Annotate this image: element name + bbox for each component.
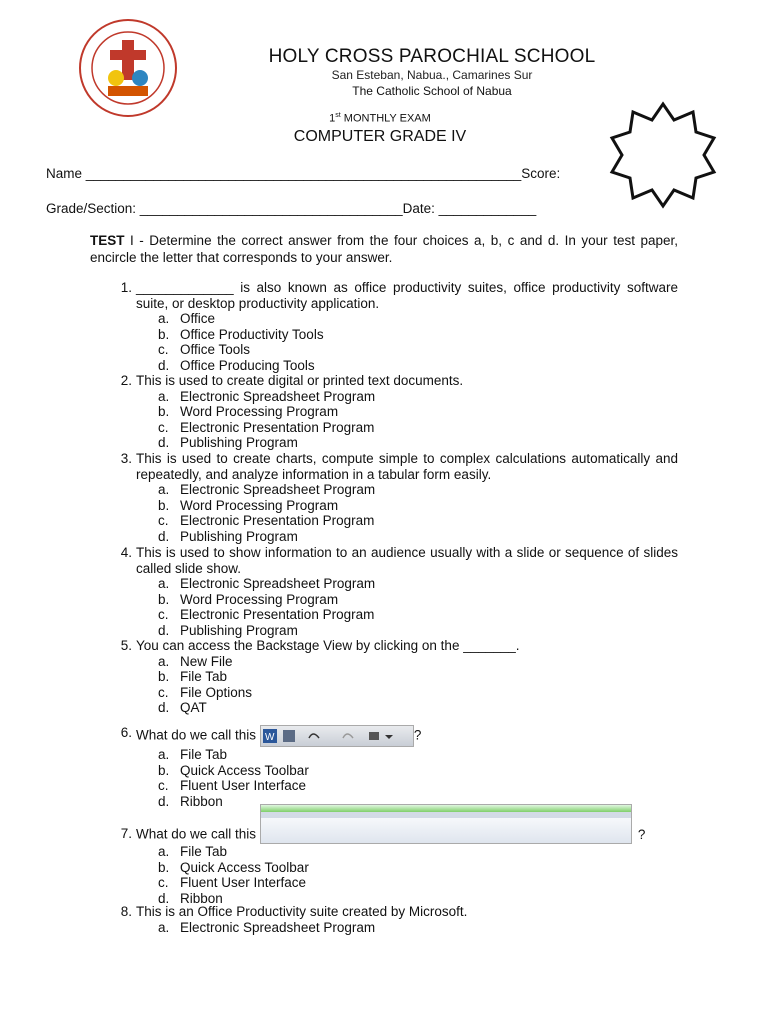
choice[interactable]: [112, 592, 678, 608]
choice[interactable]: [112, 311, 678, 327]
question-text-row: [136, 725, 678, 747]
choice-text: Ribbon: [180, 793, 223, 809]
choice-text: File Tab: [180, 747, 228, 762]
choice-letter: b.: [158, 762, 170, 778]
school-address: San Esteban, Nabua., Camarines Sur: [331, 68, 533, 82]
choice-letter: b.: [158, 326, 170, 342]
choice-text: Office Producing Tools: [180, 357, 315, 373]
choice-letter: c.: [158, 607, 169, 623]
choice-text: Ribbon: [180, 890, 223, 906]
exam-ordinal: st: [335, 112, 341, 119]
name-field[interactable]: Name __________________________________________________________Score:: [46, 166, 561, 181]
choice-letter: d.: [158, 890, 170, 906]
grade-section-field[interactable]: Grade/Section: ___________________________________Date: _____________: [46, 201, 537, 216]
choice-text: Electronic Spreadsheet Program: [180, 388, 376, 404]
exam-subject: COMPUTER GRADE IV: [293, 128, 467, 145]
choice-letter: d.: [158, 793, 170, 809]
choice[interactable]: [112, 700, 678, 716]
choice-letter: d.: [158, 528, 170, 544]
quick-access-toolbar-image: [260, 725, 414, 747]
question-number: 8.: [120, 904, 132, 919]
choice-text: Electronic Presentation Program: [180, 607, 375, 623]
choice-letter: a.: [158, 919, 170, 935]
question-text: What do we call this: [136, 727, 257, 743]
choice[interactable]: [112, 482, 678, 498]
question-text: This is used to show information to an audience usually with a slide or sequence of slides called slide show.: [136, 545, 678, 576]
choice[interactable]: [112, 860, 678, 876]
ribbon-title-bar: [261, 805, 631, 812]
choice-letter: b.: [158, 591, 170, 607]
choice-text: Office Productivity Tools: [180, 326, 324, 342]
instructions: [90, 233, 678, 266]
choice-text: Publishing Program: [180, 435, 298, 451]
choice[interactable]: [112, 623, 678, 639]
question-text: What do we call this: [136, 826, 257, 842]
choice-text: Word Processing Program: [180, 591, 339, 607]
instructions-text: I - Determine the correct answer from the four choices a, b, c and d. In your test paper, encircle the letter that corresponds to your answer.: [90, 233, 678, 265]
choice-text: Quick Access Toolbar: [180, 762, 309, 778]
choice-letter: a.: [158, 653, 170, 669]
choice[interactable]: [112, 875, 678, 891]
choice-letter: a.: [158, 747, 170, 762]
choice-letter: d.: [158, 357, 170, 373]
choice-letter: b.: [158, 404, 170, 420]
choice[interactable]: [112, 747, 678, 763]
choice[interactable]: [112, 529, 678, 545]
ribbon-commands: [261, 818, 631, 843]
choice-text: Office Tools: [180, 342, 251, 358]
choice[interactable]: [112, 498, 678, 514]
question-text: This is used to create digital or printed text documents.: [136, 373, 464, 388]
quick-access-toolbar-icon: [261, 726, 413, 746]
choice-text: Word Processing Program: [180, 497, 339, 513]
school-name: HOLY CROSS PAROCHIAL SCHOOL: [268, 46, 596, 67]
choice-letter: c.: [158, 419, 169, 435]
choice-letter: c.: [158, 513, 169, 529]
choice-letter: b.: [158, 669, 170, 685]
question-3: [112, 451, 678, 545]
choice-text: New File: [180, 653, 233, 669]
choice-letter: d.: [158, 622, 170, 638]
choice[interactable]: [112, 763, 678, 779]
choice-letter: d.: [158, 700, 170, 716]
choice-letter: a.: [158, 844, 170, 859]
choice[interactable]: [112, 513, 678, 529]
choice-text: File Tab: [180, 844, 228, 859]
starburst-icon: [608, 100, 718, 210]
choice-text: Electronic Spreadsheet Program: [180, 482, 376, 498]
exam-label: MONTHLY EXAM: [340, 112, 431, 125]
choice[interactable]: [112, 669, 678, 685]
choice-text: Fluent User Interface: [180, 778, 307, 794]
question-number: 4.: [120, 545, 132, 560]
question-mark: ?: [413, 727, 422, 743]
ribbon-image: [260, 804, 632, 844]
question-text: _____________ is also known as office productivity suites, office productivity software suite, or desktop productivity application.: [136, 280, 678, 311]
choice-letter: c.: [158, 342, 169, 358]
choice-letter: c.: [158, 684, 169, 700]
question-text: You can access the Backstage View by clicking on the _______.: [136, 638, 520, 653]
svg-text:W: W: [264, 732, 275, 743]
choice-letter: d.: [158, 435, 170, 451]
question-5: [112, 638, 678, 716]
question-number: 1.: [120, 280, 132, 295]
question-number: 2.: [120, 373, 132, 388]
question-2: [112, 373, 678, 451]
choice-text: Office: [180, 311, 216, 327]
choice-letter: a.: [158, 482, 170, 498]
question-number: 6.: [120, 725, 132, 740]
choice[interactable]: [112, 920, 678, 936]
choice-letter: a.: [158, 388, 170, 404]
choice-letter: c.: [158, 875, 169, 891]
choice[interactable]: [112, 342, 678, 358]
choice-text: Word Processing Program: [180, 404, 339, 420]
instructions-label: TEST: [90, 233, 125, 248]
choice-text: Fluent User Interface: [180, 875, 307, 891]
question-number: 7.: [120, 826, 132, 841]
question-text: This is used to create charts, compute simple to complex calculations automatically and repeatedly, and analyze information in a tabular form easily.: [136, 451, 678, 482]
choice[interactable]: [112, 420, 678, 436]
question-mark: ?: [637, 826, 646, 842]
question-6: [112, 725, 678, 809]
choice[interactable]: [112, 576, 678, 592]
choice-letter: c.: [158, 778, 169, 794]
question-number: 5.: [120, 638, 132, 653]
choice-letter: b.: [158, 859, 170, 875]
choice[interactable]: [112, 844, 678, 860]
question-text-row: [136, 826, 678, 844]
choice[interactable]: [112, 435, 678, 451]
question-text: This is an Office Productivity suite created by Microsoft.: [136, 904, 468, 919]
choice-text: Electronic Presentation Program: [180, 419, 375, 435]
choice[interactable]: [112, 389, 678, 405]
choice[interactable]: [112, 685, 678, 701]
choice-text: QAT: [180, 700, 207, 716]
choice[interactable]: [112, 607, 678, 623]
choice[interactable]: [112, 358, 678, 374]
school-tagline: The Catholic School of Nabua: [352, 84, 512, 98]
choice-text: Electronic Spreadsheet Program: [180, 576, 376, 592]
choice-letter: a.: [158, 311, 170, 327]
question-8: [112, 904, 678, 935]
question-1: [112, 280, 678, 374]
question-7: [112, 826, 678, 906]
choice-text: Publishing Program: [180, 528, 298, 544]
choice-text: Quick Access Toolbar: [180, 859, 309, 875]
choice-text: File Options: [180, 684, 253, 700]
choice-text: Electronic Presentation Program: [180, 513, 375, 529]
choice[interactable]: [112, 327, 678, 343]
exam-number: 1: [329, 112, 336, 125]
choice-letter: a.: [158, 576, 170, 592]
choice-text: Publishing Program: [180, 622, 298, 638]
choice-text: Electronic Spreadsheet Program: [180, 919, 376, 935]
choice[interactable]: [112, 654, 678, 670]
choice-text: File Tab: [180, 669, 228, 685]
question-4: [112, 545, 678, 639]
question-number: 3.: [120, 451, 132, 466]
choice[interactable]: [112, 778, 678, 794]
choice[interactable]: [112, 404, 678, 420]
choice-letter: b.: [158, 497, 170, 513]
